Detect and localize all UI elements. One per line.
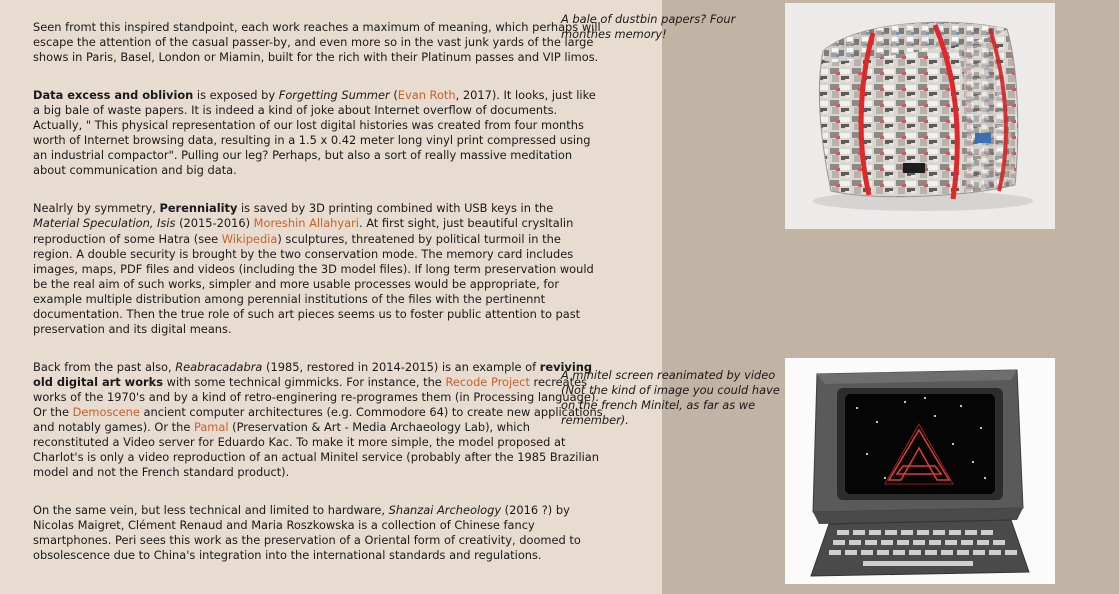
caption-bale: A bale of dustbin papers? Four monthes memory! <box>561 12 736 41</box>
paragraph <box>33 201 603 336</box>
paper-bale-image <box>785 3 1055 229</box>
text-run: is exposed by <box>193 88 279 103</box>
text-run: On the same vein, but less technical and limited to hardware, <box>33 503 389 518</box>
paragraph <box>33 88 603 178</box>
text-run: (2015-2016) <box>175 216 254 231</box>
caption-minitel: A minitel screen reanimated by video (Not the kind of image you could have on the french Minitel, as far as we remember). <box>561 368 780 427</box>
inline-link[interactable]: Recode Project <box>445 374 530 389</box>
text-run: (Preservation & Art - Media Archaeology Lab), which reconstituted a Video server for Eduardo Kac. To make it more simple, the model proposed at Charlot's is only a video reproduction of an actual Minitel service (probably after the 1985 Brazilian model and not the French standard product). <box>33 420 599 480</box>
text-run: ) sculptures, threatened by political turmoil in the region. A double security is brought by the two conservation mode. The memory card includes images, maps, PDF files and videos (including the 3D model files). If long term preservation would be the real aim of such works, simpler and more usable processes would be appropriate, for example multiple distribution among perennial institutions of the files with the pertinennt documentation. Then the true role of such art pieces seems us to foster public attention to past preservation and its digital means. <box>33 231 594 336</box>
inline-link[interactable]: Moreshin Allahyari <box>253 216 359 231</box>
paragraph <box>33 503 603 563</box>
text-run: , 2017). It looks, just like a big bale of waste papers. It is indeed a kind of joke about Internet overflow of documents. Actually, " This physical representation of our lost digital histories was created from four months worth of Internet browsing data, resulting in a 1.5 x 0.42 meter long vinyl print compressed using an industrial compactor". Pulling our leg? Perhaps, but also a sort of really massive meditation about communication and big data. <box>33 88 596 178</box>
text-run: Seen fromt this inspired standpoint, each work reaches a maximum of meaning, which perhaps will escape the attention of the casual passer-by, and even more so in the vast junk yards of the large shows in Paris, Basel, London or Miamin, built for the rich with their Platinum passes and VIP limos. <box>33 20 601 65</box>
minitel-illustration <box>785 358 1055 584</box>
paragraph <box>33 360 603 480</box>
minitel-image <box>785 358 1055 584</box>
inline-link[interactable]: Evan Roth <box>397 88 456 103</box>
italic-text: Reabracadabra <box>175 359 263 374</box>
text-run: (1985, restored in 2014-2015) is an example of <box>262 359 540 374</box>
text-run: Nealrly by symmetry, <box>33 201 160 216</box>
article-body <box>33 20 603 586</box>
paper-bale-illustration <box>785 3 1055 229</box>
bold-text: reviving old digital art works <box>33 359 593 389</box>
italic-text: Shanzai Archeology <box>388 503 502 518</box>
inline-link[interactable]: Pamal <box>193 420 229 435</box>
italic-text: Forgetting Summer <box>278 88 390 103</box>
text-run: is saved by 3D printing combined with USB keys in the <box>237 201 554 216</box>
inline-link[interactable]: Wikipedia <box>221 231 278 246</box>
paragraph <box>33 20 603 65</box>
text-run: . At first sight, just beautiful crysltalin reproduction of some Hatra (see <box>33 216 574 246</box>
text-run: recreates works of the 1970's and by a kind of retro-enginering re-programes them (in Processing language). Or the <box>33 374 599 419</box>
italic-text: Material Speculation, Isis <box>33 216 176 231</box>
inline-link[interactable]: Demoscene <box>72 404 140 419</box>
text-run: ( <box>389 88 398 103</box>
text-run: Back from the past also, <box>33 359 176 374</box>
text-run: with some technical gimmicks. For instance, the <box>163 374 446 389</box>
bold-text: Data excess and oblivion <box>33 88 194 103</box>
bold-text: Perenniality <box>159 201 238 216</box>
text-run: (2016 ?) by Nicolas Maigret, Clément Renaud and Maria Roszkowska is a collection of Chinese fancy smartphones. Peri sees this work as the preservation of a Oriental form of creativity, doomed to obsolescence due to China's integration into the international standards and regulations. <box>33 503 581 563</box>
text-run: ancient computer architectures (e.g. Commodore 64) to create new applications and notably games). Or the <box>33 404 603 435</box>
